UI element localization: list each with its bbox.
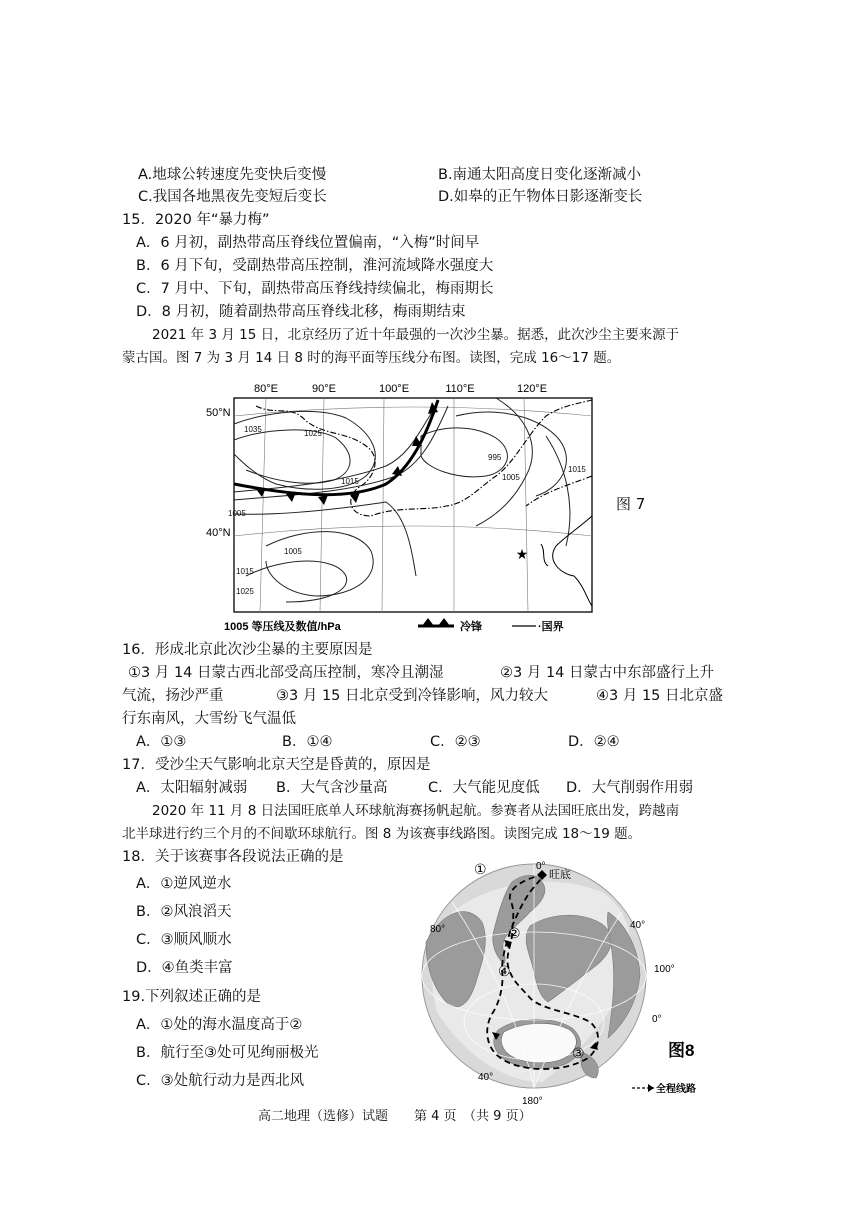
route-marker-4: ④ <box>498 963 511 979</box>
q16-statement-2-cont: 气流，扬沙严重 <box>122 688 224 704</box>
figure-8-route-globe <box>412 852 712 1108</box>
intro-18-19-line2: 北半球进行约三个月的不间歇环球航行。图 8 为该赛事线路图。读图完成 18～19 题。 <box>122 826 642 842</box>
figure-7-isobar-map <box>196 376 666 638</box>
q16-statement-2: ②3 月 14 日蒙古中东部盛行上升 <box>500 665 715 681</box>
q16-statement-4-cont: 行东南风，大雪纷飞气温低 <box>122 711 296 727</box>
fig8-deg-180: 180° <box>522 1096 543 1107</box>
fig7-lat-40: 40°N <box>206 527 231 539</box>
fig7-lon-100: 100°E <box>378 383 410 395</box>
route-marker-1: ① <box>474 861 487 877</box>
q19-option-a: A．①处的海水温度高于② <box>136 1017 303 1033</box>
fig7-isobar-label: 1025 <box>236 587 254 596</box>
q19-option-c: C．③处航行动力是西北风 <box>136 1073 305 1089</box>
q15-option-d: D．8 月初，随着副热带高压脊线北移，梅雨期结束 <box>136 304 466 320</box>
page-footer: 高二地理（选修）试题 第 4 页 （共 9 页） <box>258 1109 532 1124</box>
q18-option-c: C．③顺风顺水 <box>136 932 232 948</box>
fig7-isobar-label: 1005 <box>502 473 520 482</box>
intro-16-17-line1: 2021 年 3 月 15 日，北京经历了近十年最强的一次沙尘暴。据悉，此次沙尘主要来源于 <box>152 327 680 343</box>
fig7-legend-border: ·国界 <box>538 621 564 633</box>
q18-stem: 18．关于该赛事各段说法正确的是 <box>122 849 344 865</box>
q17-option-b: B．大气含沙量高 <box>276 780 388 796</box>
fig7-isobar-label: 1015 <box>568 465 586 474</box>
q16-statement-1: ①3 月 14 日蒙古西北部受高压控制，寒冷且潮湿 <box>128 665 444 681</box>
q18-option-a: A．①逆风逆水 <box>136 876 232 892</box>
fig7-lon-90: 90°E <box>312 383 336 395</box>
fig7-lat-50: 50°N <box>206 407 231 419</box>
q15-option-b: B．6 月下旬，受副热带高压控制，淮河流域降水强度大 <box>136 258 494 274</box>
q16-option-a: A．①③ <box>136 734 187 750</box>
beijing-star-icon: ★ <box>515 546 529 562</box>
fig8-deg-40-right: 40° <box>630 920 646 931</box>
q19-stem: 19.下列叙述正确的是 <box>122 989 262 1005</box>
fig8-deg-0-right: 0° <box>652 1014 662 1025</box>
q17-option-a: A．太阳辐射减弱 <box>136 780 248 796</box>
q14-option-c: C.我国各地黑夜先变短后变长 <box>138 189 327 205</box>
q18-option-d: D．④鱼类丰富 <box>136 960 233 976</box>
q16-option-c: C．②③ <box>430 734 481 750</box>
fig8-deg-0-top: 0° <box>536 861 546 872</box>
q16-option-d: D．②④ <box>568 734 620 750</box>
q17-option-d: D．大气削弱作用弱 <box>566 780 694 796</box>
figure-8-caption: 图8 <box>668 1041 695 1060</box>
fig7-isobar-label: 1015 <box>236 567 254 576</box>
fig7-isobar-label: 1025 <box>304 429 322 438</box>
fig8-deg-80: 80° <box>430 924 446 935</box>
q17-option-c: C．大气能见度低 <box>428 780 540 796</box>
fig7-legend-isobar: 1005 等压线及数值/hPa <box>224 621 341 633</box>
fig8-start-label: 旺底 <box>549 869 571 881</box>
q16-statement-3: ③3 月 15 日北京受到冷锋影响，风力较大 <box>276 688 549 704</box>
fig7-lon-80: 80°E <box>254 383 278 395</box>
q16-stem: 16．形成北京此次沙尘暴的主要原因是 <box>122 642 373 658</box>
q16-option-b: B．①④ <box>282 734 333 750</box>
q15-option-a: A．6 月初，副热带高压脊线位置偏南，“入梅”时间早 <box>136 235 480 251</box>
intro-18-19-line1: 2020 年 11 月 8 日法国旺底单人环球航海赛扬帆起航。参赛者从法国旺底出发，跨越南 <box>152 803 680 819</box>
fig7-isobar-label: 1035 <box>244 425 262 434</box>
q15-stem: 15．2020 年“暴力梅” <box>122 212 270 228</box>
intro-16-17-line2: 蒙古国。图 7 为 3 月 14 日 8 时的海平面等压线分布图。读图，完成 16～17 题。 <box>122 350 621 366</box>
fig8-deg-40-bottom: 40° <box>478 1072 494 1083</box>
route-marker-2: ② <box>508 925 521 941</box>
q15-option-c: C．7 月中、下旬，副热带高压脊线持续偏北，梅雨期长 <box>136 281 494 297</box>
q18-option-b: B．②风浪滔天 <box>136 904 232 920</box>
q14-option-a: A.地球公转速度先变快后变慢 <box>138 167 327 183</box>
fig7-lon-120: 120°E <box>516 383 548 395</box>
route-marker-3: ③ <box>572 1045 585 1061</box>
q16-statement-4: ④3 月 15 日北京盛 <box>596 688 724 704</box>
fig7-isobar-label: 995 <box>488 453 502 462</box>
q17-stem: 17．受沙尘天气影响北京天空是昏黄的，原因是 <box>122 757 431 773</box>
fig7-legend-cold-front: 冷锋 <box>460 621 482 633</box>
q14-option-d: D.如皋的正午物体日影逐渐变长 <box>438 189 643 205</box>
fig7-lon-110: 110°E <box>445 383 475 395</box>
fig7-isobar-label: 1015 <box>341 477 359 486</box>
q14-option-b: B.南通太阳高度日变化逐渐减小 <box>438 167 642 183</box>
fig8-legend-route: 全程线路 <box>656 1084 696 1095</box>
fig8-deg-100: 100° <box>654 964 675 975</box>
figure-7-caption: 图 7 <box>616 495 646 513</box>
fig7-isobar-label: 1005 <box>228 509 246 518</box>
q19-option-b: B．航行至③处可见绚丽极光 <box>136 1045 319 1061</box>
fig7-isobar-label: 1005 <box>284 547 302 556</box>
cold-front-legend-icon <box>418 618 454 626</box>
